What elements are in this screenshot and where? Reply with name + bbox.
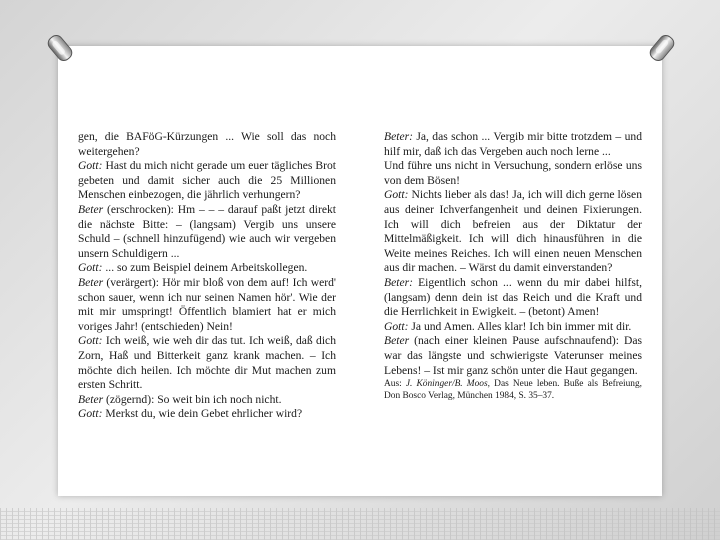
dialogue-paragraph: Beter (zögernd): So weit bin ich noch nicht.: [78, 392, 282, 406]
dialogue-paragraph: Beter (nach einer kleinen Pause aufschnaufend): Das war das längste und schwierigste Vaterunser meines Lebens! – Ist mir ganz schön unter die Haut gegangen.: [384, 334, 642, 377]
dialogue-paragraph: Gott: Ich weiß, wie weh dir das tut. Ich weiß, daß dich Zorn, Haß und Bitterkeit ganz krank machen. – Ich möchte dich heilen. Ich möchte dir Mut machen zum ersten Schritt.: [78, 334, 336, 392]
dialogue-paragraph: Beter: Ja, das schon ... Vergib mir bitte trotzdem – und hilf mir, daß ich das Vergeben auch noch lerne ...: [384, 130, 642, 158]
source-citation: Aus: J. Köninger/B. Moos, Das Neue leben. Buße als Befreiung, Don Bosco Verlag, München 1984, S. 35–37.: [384, 379, 643, 402]
dialogue-paragraph: Gott: Hast du mich nicht gerade um euer tägliches Brot gebeten und damit sicher auch die 25 Millionen Menschen einbezogen, die jährlich verhungern?: [78, 159, 336, 202]
left-column: [78, 130, 336, 422]
dialogue-paragraph: Gott: Nichts lieber als das! Ja, ich will dich gerne lösen aus deiner Ichverfangenheit und deinen Fixierungen. Ich will dich befreien aus der Diktatur der Mittelmäßigkeit. Ich will dich hinausführen in die Weite meines Reiches. Ich will einen neuen Menschen aus dir machen. – Wärst du damit einverstanden?: [384, 188, 642, 275]
dialogue-paragraph: Beter (verärgert): Hör mir bloß von dem auf! Ich werd' schon sauer, wenn ich nur seinen Namen hör'. Wie der mit mir umspringt! Öffentlich blamiert hat er mich voriges Jahr! (entschieden) Nein!: [78, 275, 336, 333]
dialogue-paragraph: Beter: Eigentlich schon ... wenn du mir dabei hilfst, (langsam) denn dein ist das Reich und die Kraft und die Herrlichkeit in Ewigkeit. – (betont) Amen!: [384, 275, 642, 319]
dialogue-paragraph: Gott: Merkst du, wie dein Gebet ehrlicher wird?: [78, 407, 303, 421]
dialogue-paragraph: gen, die BAFöG-Kürzungen ... Wie soll das noch weitergehen?: [78, 130, 336, 158]
dialogue-paragraph: Gott: ... so zum Beispiel deinem Arbeitskollegen.: [78, 261, 308, 275]
background-pattern: [0, 508, 720, 540]
right-column: [384, 130, 642, 402]
dialogue-paragraph: Gott: Ja und Amen. Alles klar! Ich bin immer mit dir.: [384, 319, 632, 333]
dialogue-paragraph: Und führe uns nicht in Versuchung, sondern erlöse uns von dem Bösen!: [384, 159, 642, 187]
dialogue-paragraph: Beter (erschrocken): Hm – – – darauf paßt jetzt direkt die nächste Bitte: – (langsam) Vergib uns unsere Schuld – (schnell hinzufügend) wie auch wir vergeben unsern Schuldigern ...: [78, 202, 336, 260]
